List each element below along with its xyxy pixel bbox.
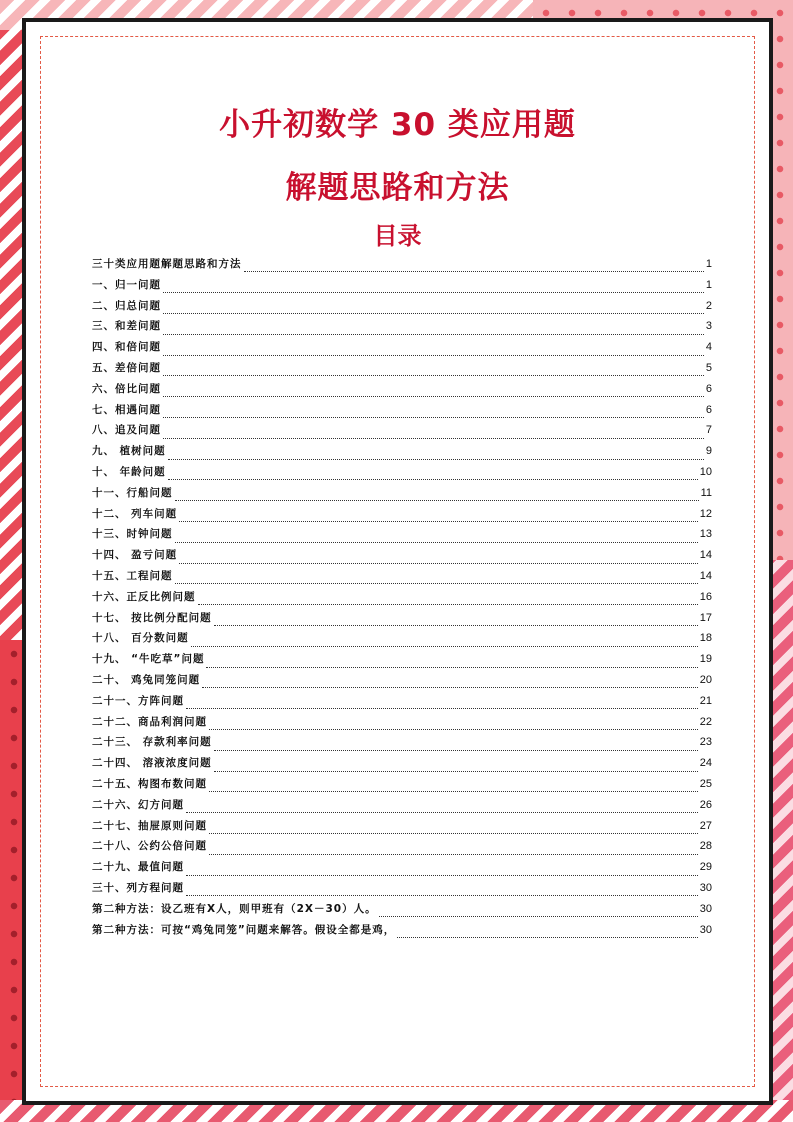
toc-entry-page: 4 [705,341,712,354]
document-page [22,18,773,1105]
toc-entry-page: 6 [705,403,712,416]
toc-leader-dots [163,431,704,439]
toc-entry-label: 第二种方法：可按“鸡兔同笼”问题来解答。假设全都是鸡， [92,923,396,936]
toc-leader-dots [186,805,698,813]
toc-entry-label: 七、相遇问题 [92,403,161,416]
toc-leader-dots [214,764,698,772]
toc-entry-page: 21 [699,694,712,707]
toc-entry-page: 14 [699,549,712,562]
toc-entry-label: 三十、列方程问题 [92,881,184,894]
toc-leader-dots [186,888,698,896]
toc-entry-label: 二十一、方阵问题 [92,694,184,707]
toc-entry-label: 二十四、 溶液浓度问题 [92,757,212,770]
toc-entry-page: 20 [699,673,712,686]
toc-entry[interactable] [92,318,712,339]
toc-entry-page: 1 [705,278,712,291]
toc-leader-dots [163,348,704,356]
toc-entry[interactable] [92,464,712,485]
toc-entry-page: 29 [699,861,712,874]
toc-entry-label: 二十五、构图布数问题 [92,777,207,790]
toc-leader-dots [163,327,704,335]
toc-entry[interactable] [92,901,712,922]
toc-entry-label: 第二种方法：设乙班有X人，则甲班有（2X－30）人。 [92,902,377,915]
document-subtitle: 解题思路和方法 [285,170,510,206]
toc-leader-dots [179,514,698,522]
toc-entry-label: 二、归总问题 [92,299,161,312]
toc-entry[interactable] [92,859,712,880]
toc-leader-dots [163,389,704,397]
toc-entry-page: 5 [705,361,712,374]
toc-leader-dots [186,868,698,876]
toc-leader-dots [209,847,698,855]
toc-entry-label: 十二、 列车问题 [92,507,178,520]
toc-entry-label: 二十九、最值问题 [92,861,184,874]
toc-entry-page: 2 [705,299,712,312]
toc-entry-page: 19 [699,653,712,666]
toc-leader-dots [209,826,698,834]
toc-entry-label: 十八、 百分数问题 [92,632,189,645]
toc-entry-label: 二十六、幻方问题 [92,798,184,811]
toc-entry-page: 7 [705,424,712,437]
toc-entry-label: 十四、 盈亏问题 [92,549,178,562]
toc-entry-label: 五、差倍问题 [92,361,161,374]
toc-entry[interactable] [92,610,712,631]
toc-entry-label: 三、和差问题 [92,320,161,333]
toc-entry[interactable] [92,298,712,319]
toc-entry-label: 二十三、 存款利率问题 [92,736,212,749]
toc-entry-label: 一、归一问题 [92,278,161,291]
toc-leader-dots [168,452,704,460]
toc-entry-page: 28 [699,840,712,853]
toc-entry[interactable] [92,755,712,776]
toc-entry-page: 9 [705,445,712,458]
toc-entry-page: 10 [699,465,712,478]
toc-entry[interactable] [92,547,712,568]
toc-entry[interactable] [92,651,712,672]
toc-entry[interactable] [92,818,712,839]
toc-entry-label: 十一、行船问题 [92,486,173,499]
toc-entry-page: 23 [699,736,712,749]
toc-entry[interactable] [92,734,712,755]
toc-entry[interactable] [92,360,712,381]
toc-entry[interactable] [92,568,712,589]
toc-entry[interactable] [92,693,712,714]
toc-entry[interactable] [92,506,712,527]
toc-entry-label: 十九、 “牛吃草”问题 [92,653,205,666]
toc-entry-label: 九、 植树问题 [92,445,166,458]
toc-leader-dots [379,909,698,917]
toc-entry[interactable] [92,880,712,901]
toc-entry-page: 30 [699,902,712,915]
toc-leader-dots [163,368,704,376]
toc-entry-label: 二十八、公约公倍问题 [92,840,207,853]
toc-entry[interactable] [92,402,712,423]
toc-leader-dots [179,556,698,564]
toc-leader-dots [202,680,698,688]
toc-leader-dots [175,493,699,501]
toc-entry-page: 13 [699,528,712,541]
toc-leader-dots [397,930,697,938]
toc-entry-label: 十、 年龄问题 [92,465,166,478]
toc-entry[interactable] [92,714,712,735]
toc-entry-label: 三十类应用题解题思路和方法 [92,258,242,270]
toc-heading: 目录 [373,222,422,250]
document-title: 小升初数学 30 类应用题 [219,107,576,143]
toc-entry[interactable] [92,922,712,943]
toc-entry[interactable] [92,277,712,298]
toc-entry-label: 十五、工程问题 [92,569,173,582]
toc-leader-dots [198,597,698,605]
toc-entry-label: 十三、时钟问题 [92,528,173,541]
toc-entry-page: 17 [699,611,712,624]
toc-entry-label: 八、追及问题 [92,424,161,437]
toc-entry[interactable] [92,630,712,651]
toc-entry-page: 24 [699,757,712,770]
toc-entry[interactable] [92,838,712,859]
toc-leader-dots [206,660,697,668]
toc-entry-page: 30 [699,923,712,936]
toc-leader-dots [175,576,698,584]
toc-leader-dots [168,472,698,480]
toc-entry-page: 3 [705,320,712,333]
toc-entry-label: 四、和倍问题 [92,341,161,354]
toc-entry-page: 14 [699,569,712,582]
toc-leader-dots [244,264,704,272]
toc-entry[interactable] [92,672,712,693]
toc-entry[interactable] [92,776,712,797]
toc-entry[interactable] [92,422,712,443]
toc-entry-label: 六、倍比问题 [92,382,161,395]
toc-entry-label: 二十、 鸡兔同笼问题 [92,673,201,686]
toc-leader-dots [214,743,698,751]
toc-leader-dots [191,639,698,647]
toc-entry-page: 22 [699,715,712,728]
toc-entry-page: 26 [699,798,712,811]
toc-entry-page: 30 [699,881,712,894]
toc-entry-page: 12 [699,507,712,520]
toc-entry-page: 18 [699,632,712,645]
toc-entry-page: 11 [700,486,712,499]
toc-entry-page: 6 [705,382,712,395]
toc-leader-dots [163,285,704,293]
toc-entry-label: 二十二、商品利润问题 [92,715,207,728]
toc-entry[interactable] [92,443,712,464]
table-of-contents [92,256,712,942]
toc-entry[interactable] [92,485,712,506]
toc-leader-dots [186,701,698,709]
toc-entry[interactable] [92,526,712,547]
toc-entry[interactable] [92,256,712,277]
toc-leader-dots [214,618,698,626]
toc-leader-dots [209,722,698,730]
toc-entry-page: 25 [699,777,712,790]
toc-leader-dots [209,784,698,792]
toc-entry-label: 十七、 按比例分配问题 [92,611,212,624]
toc-entry[interactable] [92,381,712,402]
toc-entry-label: 二十七、抽屉原则问题 [92,819,207,832]
toc-entry[interactable] [92,589,712,610]
toc-entry-page: 1 [705,258,712,270]
toc-entry[interactable] [92,797,712,818]
toc-leader-dots [163,410,704,418]
toc-entry-page: 27 [699,819,712,832]
toc-entry[interactable] [92,339,712,360]
toc-entry-page: 16 [699,590,712,603]
toc-leader-dots [163,306,704,314]
toc-entry-label: 十六、正反比例问题 [92,590,196,603]
toc-leader-dots [175,535,698,543]
